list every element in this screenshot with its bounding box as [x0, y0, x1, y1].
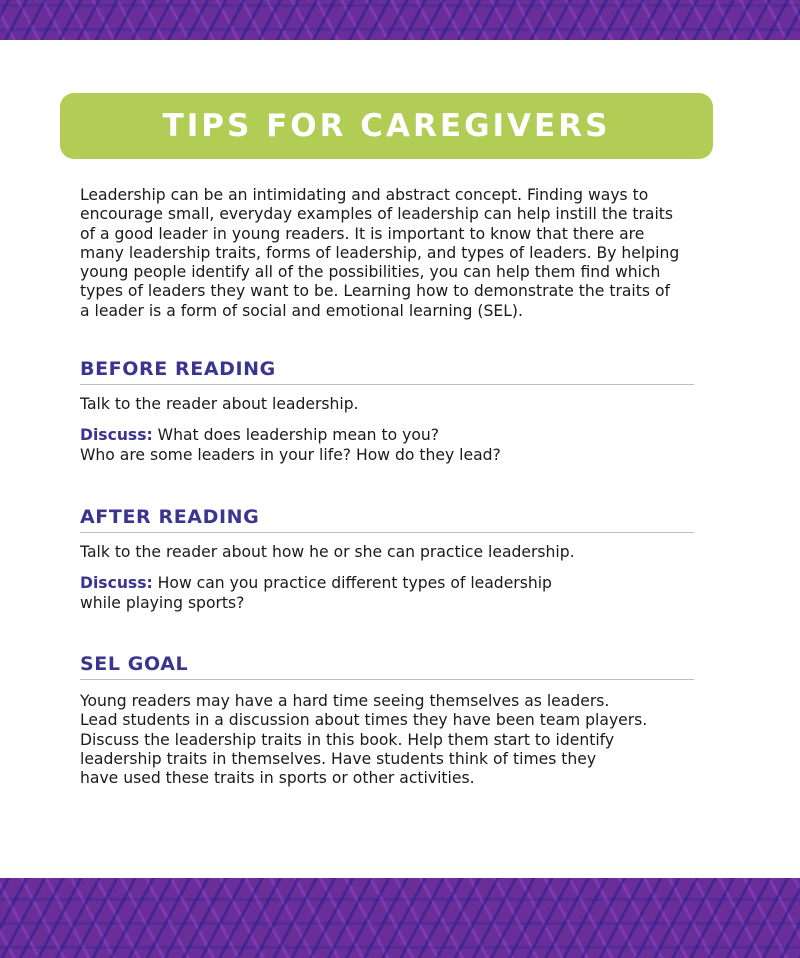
sel-goal-paragraph: [80, 692, 694, 788]
section-divider: [80, 384, 694, 385]
before-reading-text: Talk to the reader about leadership.: [80, 395, 359, 413]
top-decorative-band: [0, 0, 800, 40]
page-title: TIPS FOR CAREGIVERS: [162, 108, 611, 144]
discuss-label: Discuss:: [80, 426, 153, 445]
section-divider: [80, 532, 694, 533]
sel-goal-line: leadership traits in themselves. Have students think of times they: [80, 749, 597, 768]
after-reading-section: [80, 504, 694, 613]
sel-goal-line: have used these traits in sports or other activities.: [80, 769, 475, 788]
after-reading-heading: AFTER READING: [80, 506, 260, 528]
discuss-question: What does leadership mean to you?: [152, 426, 440, 445]
sel-goal-section: [80, 651, 694, 788]
sel-goal-line: Discuss the leadership traits in this book. Help them start to identify: [80, 730, 615, 749]
section-divider: [80, 679, 694, 680]
after-reading-discuss: [80, 574, 694, 593]
after-reading-text: Talk to the reader about how he or she can practice leadership.: [80, 543, 575, 561]
title-banner: [60, 93, 713, 159]
discuss-label: Discuss:: [80, 574, 153, 593]
discuss-question: How can you practice different types of leadership: [152, 574, 552, 593]
after-reading-discuss-cont: while playing sports?: [80, 593, 245, 612]
bottom-decorative-band: [0, 878, 800, 958]
intro-paragraph: Leadership can be an intimidating and abstract concept. Finding ways to encourage small, everyday examples of leadership can help instill the traits of a good leader in young readers. It is important to know that there are many leadership traits, forms of leadership, and types of leaders. By helping young people identify all of the possibilities, you can help them find which types of leaders they want to be. Learning how to demonstrate the traits of a leader is a form of social and emotional learning (SEL).: [80, 186, 680, 320]
sel-goal-line: Young readers may have a hard time seeing themselves as leaders.: [80, 692, 610, 710]
sel-goal-heading: SEL GOAL: [80, 653, 189, 675]
before-reading-section: [80, 356, 694, 465]
before-reading-heading: BEFORE READING: [80, 358, 276, 380]
before-reading-discuss: [80, 426, 694, 445]
before-reading-discuss-cont: Who are some leaders in your life? How do they lead?: [80, 445, 501, 464]
sel-goal-line: Lead students in a discussion about times they have been team players.: [80, 711, 648, 730]
